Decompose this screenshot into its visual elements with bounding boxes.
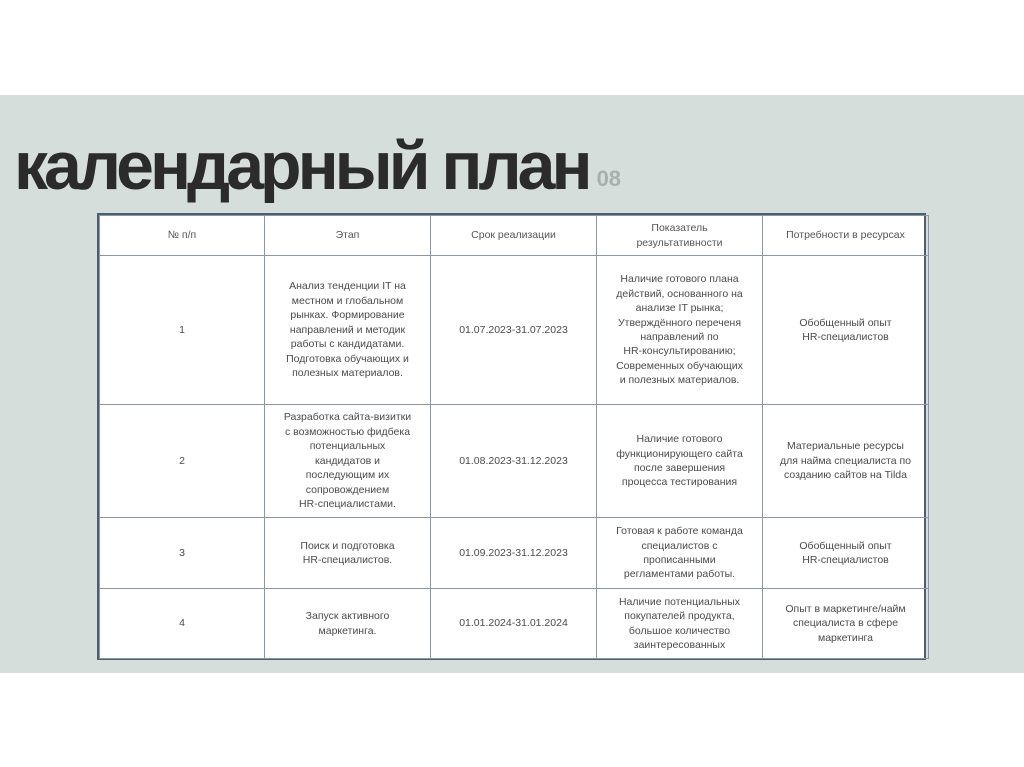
cell-resources: Опыт в маркетинге/найм специалиста в сфере маркетинга [763,589,929,659]
cell-period: 01.01.2024-31.01.2024 [431,589,597,659]
cell-resources: Обобщенный опыт HR-специалистов [763,518,929,589]
cell-resources: Материальные ресурсы для найма специалиста по созданию сайтов на Tilda [763,405,929,518]
cell-num: 3 [100,518,265,589]
cell-indicator: Готовая к работе команда специалистов с прописанными регламентами работы. [597,518,763,589]
plan-table [99,215,929,659]
header-num: № п/п [100,216,265,256]
cell-num: 1 [100,256,265,405]
header-indicator: Показатель результативности [597,216,763,256]
plan-table-container [97,213,926,660]
table-row [100,589,929,659]
cell-stage: Запуск активного маркетинга. [265,589,431,659]
cell-indicator: Наличие готового функционирующего сайта после завершения процесса тестирования [597,405,763,518]
table-header-row [100,216,929,256]
cell-stage: Разработка сайта-визитки с возможностью фидбека потенциальных кандидатов и последующим их сопровождением HR-специалистами. [265,405,431,518]
table-row [100,518,929,589]
header-stage: Этап [265,216,431,256]
cell-resources: Обобщенный опыт HR-специалистов [763,256,929,405]
header-period: Срок реализации [431,216,597,256]
cell-indicator: Наличие готового плана действий, основанного на анализе IT рынка; Утверждённого переченя направлений по HR-консультированию; Современных обучающих и полезных материалов. [597,256,763,405]
cell-indicator: Наличие потенциальных покупателей продукта, большое количество заинтересованных [597,589,763,659]
cell-num: 4 [100,589,265,659]
header-resources: Потребности в ресурсах [763,216,929,256]
title-block [14,128,622,204]
cell-stage: Анализ тенденции IT на местном и глобальном рынках. Формирование направлений и методик работы с кандидатами. Подготовка обучающих и полезных материалов. [265,256,431,405]
cell-period: 01.08.2023-31.12.2023 [431,405,597,518]
cell-period: 01.09.2023-31.12.2023 [431,518,597,589]
cell-num: 2 [100,405,265,518]
cell-stage: Поиск и подготовка HR-специалистов. [265,518,431,589]
slide-title: календарный план [14,128,589,204]
table-row [100,256,929,405]
cell-period: 01.07.2023-31.07.2023 [431,256,597,405]
table-row [100,405,929,518]
slide-number: 08 [596,166,622,191]
